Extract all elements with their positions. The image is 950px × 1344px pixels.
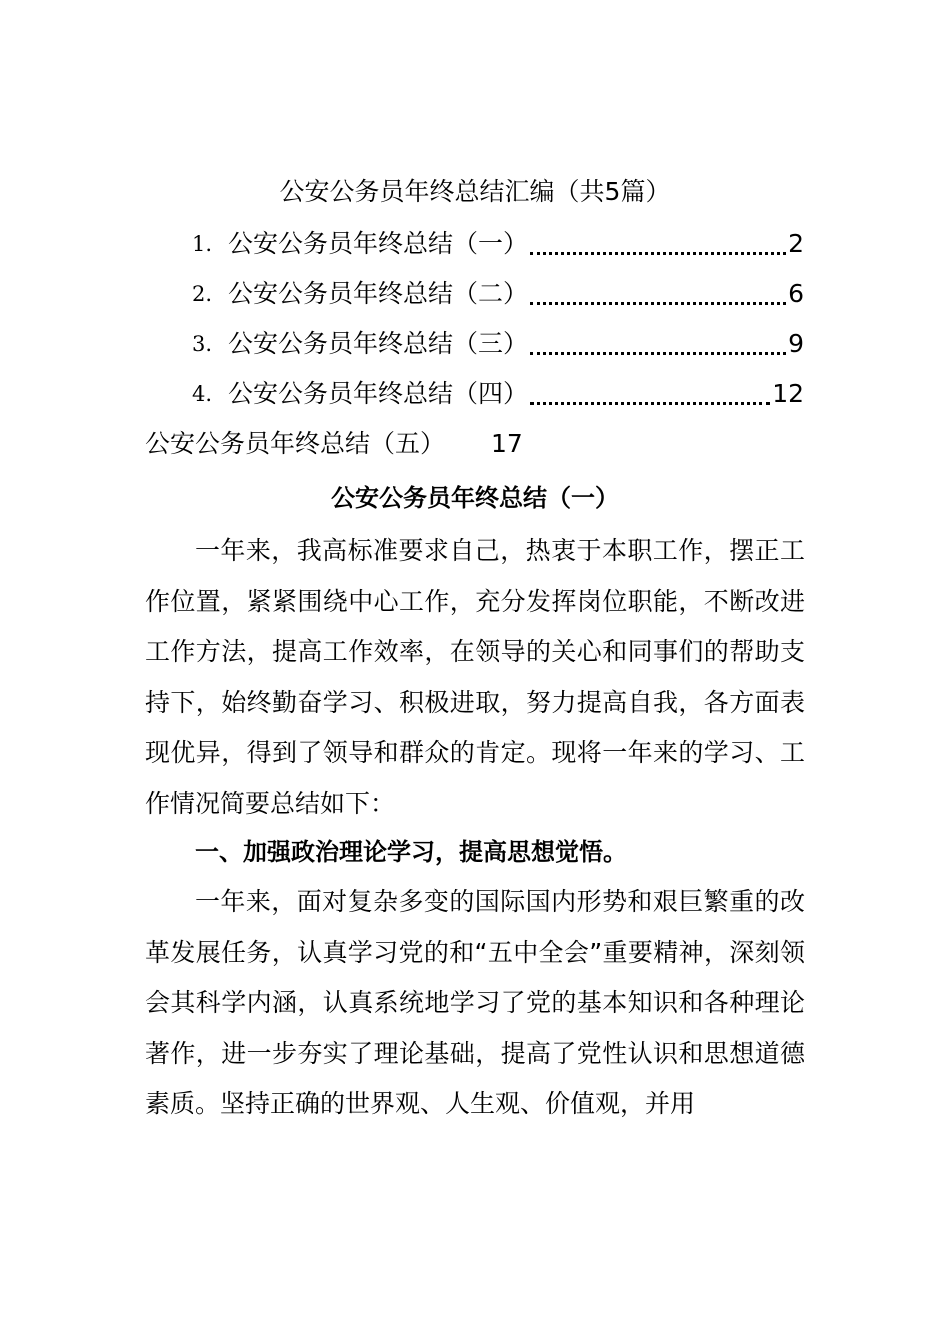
toc-label: 公安公务员年终总结（三） [228, 329, 529, 358]
toc-number: 2. [192, 282, 213, 306]
toc-entry-1[interactable] [192, 224, 804, 264]
toc-dot-leader [530, 352, 786, 355]
toc-page-number: 6 [788, 279, 804, 308]
body-paragraph: 一年来，我高标准要求自己，热衷于本职工作，摆正工作位置，紧紧围绕中心工作，充分发挥岗位职能，不断改进工作方法，提高工作效率，在领导的关心和同事们的帮助支持下，始终勤奋学习、积极进取，努力提高自我，各方面表现优异，得到了领导和群众的肯定。现将一年来的学习、工作情况简要总结如下： [145, 536, 805, 818]
toc-page-number: 12 [772, 379, 804, 408]
toc-page-number: 9 [788, 329, 804, 358]
document-title: 公安公务员年终总结汇编（共5篇） [279, 177, 671, 206]
toc-page-number: 2 [788, 229, 804, 258]
body-paragraph: 一年来，面对复杂多变的国际国内形势和艰巨繁重的改革发展任务，认真学习党的和“五中全会”重要精神，深刻领会其科学内涵，认真系统地学习了党的基本知识和各种理论著作，进一步夯实了理论基础，提高了党性认识和思想道德素质。坚持正确的世界观、人生观、价值观，并用 [145, 887, 805, 1118]
subsection-heading: 一、加强政治理论学习，提高思想觉悟。 [195, 838, 627, 866]
toc-dot-leader [530, 302, 786, 305]
toc-dot-leader [530, 402, 770, 405]
toc-dot-leader [530, 252, 786, 255]
toc-label: 公安公务员年终总结（五） [145, 429, 446, 458]
toc-entry-4[interactable] [192, 374, 804, 414]
toc-label: 公安公务员年终总结（四） [228, 379, 529, 408]
toc-page-number: 17 [491, 429, 523, 458]
toc-entry-3[interactable] [192, 324, 804, 364]
toc-entry-2[interactable] [192, 274, 804, 314]
toc-number: 1. [192, 232, 213, 256]
toc-number: 4. [192, 382, 213, 406]
toc-label: 公安公务员年终总结（一） [228, 229, 529, 258]
section-title: 公安公务员年终总结（一） [331, 484, 619, 512]
toc-label: 公安公务员年终总结（二） [228, 279, 529, 308]
toc-number: 3. [192, 332, 213, 356]
toc-entry-5[interactable] [145, 424, 523, 464]
